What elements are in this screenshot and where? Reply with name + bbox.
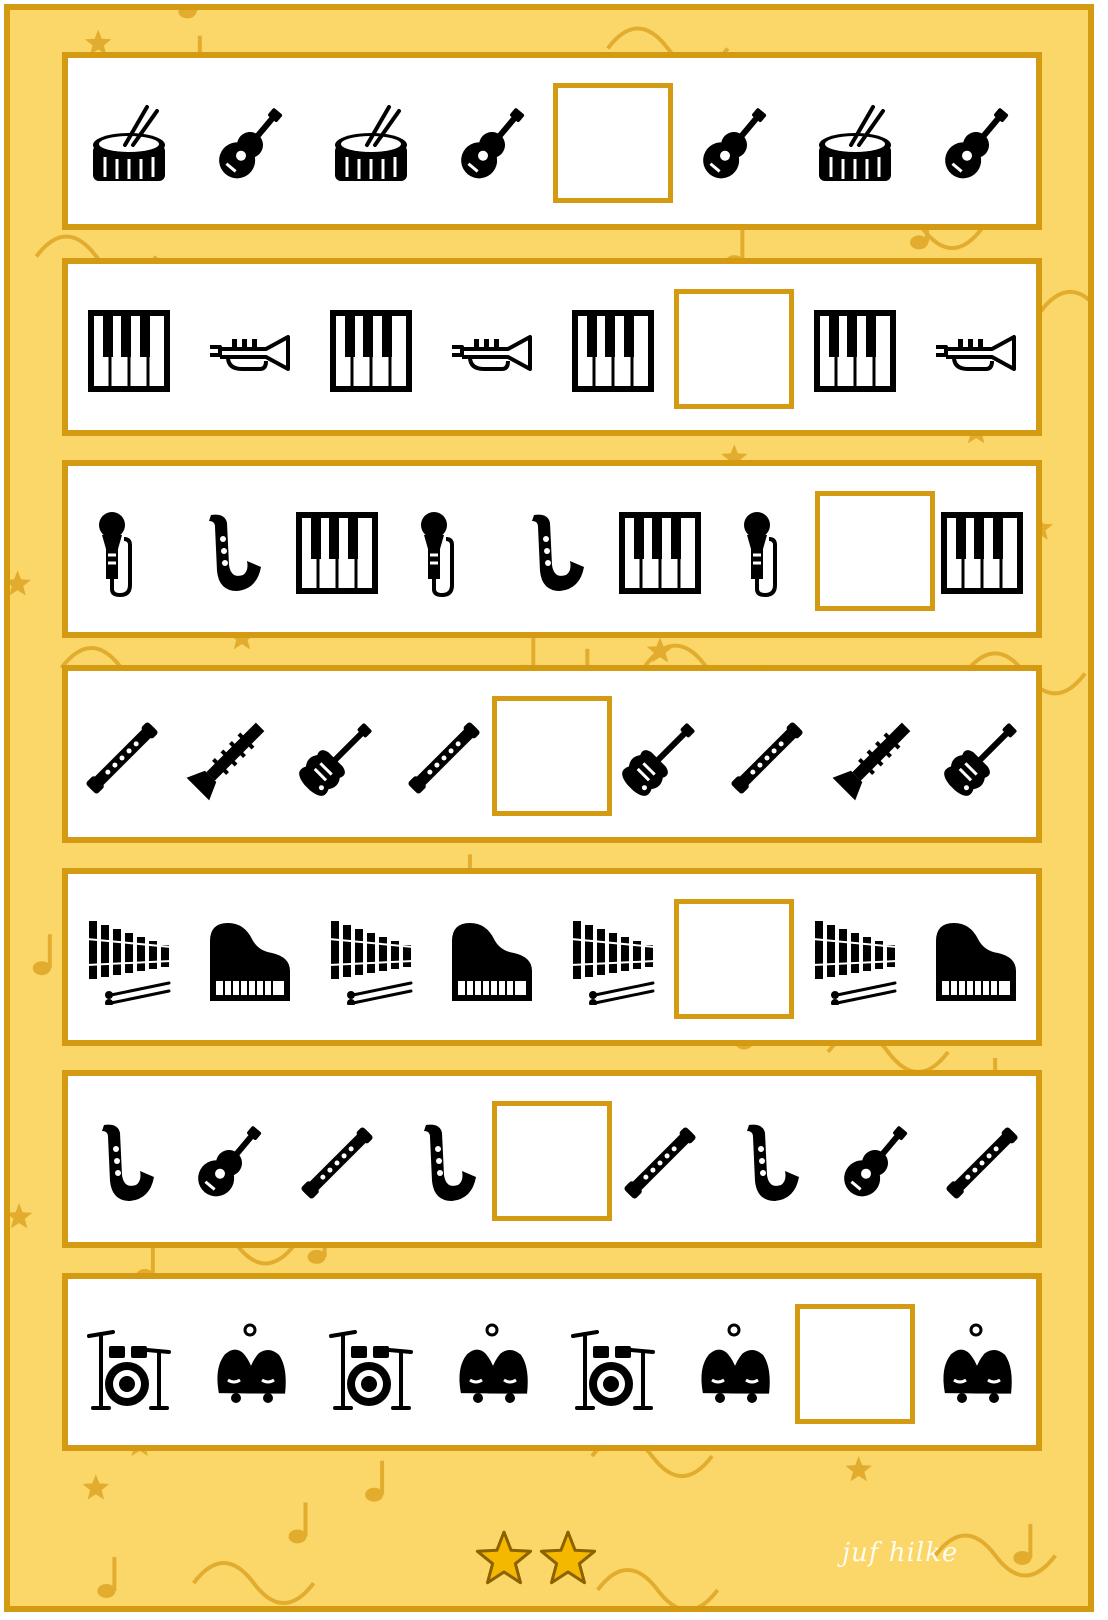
drum-kit-icon (85, 1322, 173, 1410)
difficulty-star (541, 1532, 594, 1583)
clarinet-icon (831, 714, 919, 802)
difficulty-star (477, 1532, 530, 1583)
answer-box[interactable] (553, 83, 673, 203)
answer-box[interactable] (815, 491, 935, 611)
xylophone-icon (569, 917, 657, 1005)
drum-icon (327, 101, 415, 189)
drum-kit-icon (569, 1322, 657, 1410)
answer-box[interactable] (492, 1101, 612, 1221)
recorder-icon (400, 714, 488, 802)
answer-box[interactable] (674, 289, 794, 409)
grand-piano-icon (206, 917, 294, 1005)
bells-icon (448, 1322, 536, 1410)
trumpet-icon (206, 307, 294, 395)
acoustic-guitar-icon (831, 1119, 919, 1207)
pattern-row-4 (62, 665, 1042, 843)
electric-guitar-icon (293, 714, 381, 802)
recorder-icon (723, 714, 811, 802)
saxophone-icon (508, 509, 596, 597)
acoustic-guitar-icon (448, 101, 536, 189)
xylophone-icon (85, 917, 173, 1005)
pattern-row-7 (62, 1273, 1042, 1451)
piano-keys-icon (569, 307, 657, 395)
acoustic-guitar-icon (206, 101, 294, 189)
trumpet-icon (932, 307, 1020, 395)
xylophone-icon (327, 917, 415, 1005)
xylophone-icon (811, 917, 899, 1005)
bells-icon (690, 1322, 778, 1410)
recorder-icon (616, 1119, 704, 1207)
acoustic-guitar-icon (185, 1119, 273, 1207)
saxophone-icon (400, 1119, 488, 1207)
piano-keys-icon (811, 307, 899, 395)
drum-kit-icon (327, 1322, 415, 1410)
piano-keys-icon (293, 509, 381, 597)
recorder-icon (293, 1119, 381, 1207)
bells-icon (932, 1322, 1020, 1410)
grand-piano-icon (932, 917, 1020, 1005)
signature-text: juf hilke (842, 1538, 959, 1568)
recorder-icon (78, 714, 166, 802)
pattern-row-5 (62, 868, 1042, 1046)
piano-keys-icon (938, 509, 1026, 597)
pattern-row-2 (62, 258, 1042, 436)
pattern-row-3 (62, 460, 1042, 638)
bells-icon (206, 1322, 294, 1410)
piano-keys-icon (85, 307, 173, 395)
saxophone-icon (723, 1119, 811, 1207)
electric-guitar-icon (616, 714, 704, 802)
acoustic-guitar-icon (932, 101, 1020, 189)
drum-icon (811, 101, 899, 189)
piano-keys-icon (327, 307, 415, 395)
saxophone-icon (185, 509, 273, 597)
answer-box[interactable] (492, 696, 612, 816)
difficulty-stars (472, 1528, 602, 1588)
electric-guitar-icon (938, 714, 1026, 802)
recorder-icon (938, 1119, 1026, 1207)
grand-piano-icon (448, 917, 536, 1005)
microphone-icon (78, 509, 166, 597)
drum-icon (85, 101, 173, 189)
pattern-row-6 (62, 1070, 1042, 1248)
piano-keys-icon (616, 509, 704, 597)
clarinet-icon (185, 714, 273, 802)
pattern-row-1 (62, 52, 1042, 230)
saxophone-icon (78, 1119, 166, 1207)
answer-box[interactable] (674, 899, 794, 1019)
acoustic-guitar-icon (690, 101, 778, 189)
trumpet-icon (448, 307, 536, 395)
microphone-icon (723, 509, 811, 597)
answer-box[interactable] (795, 1304, 915, 1424)
microphone-icon (400, 509, 488, 597)
